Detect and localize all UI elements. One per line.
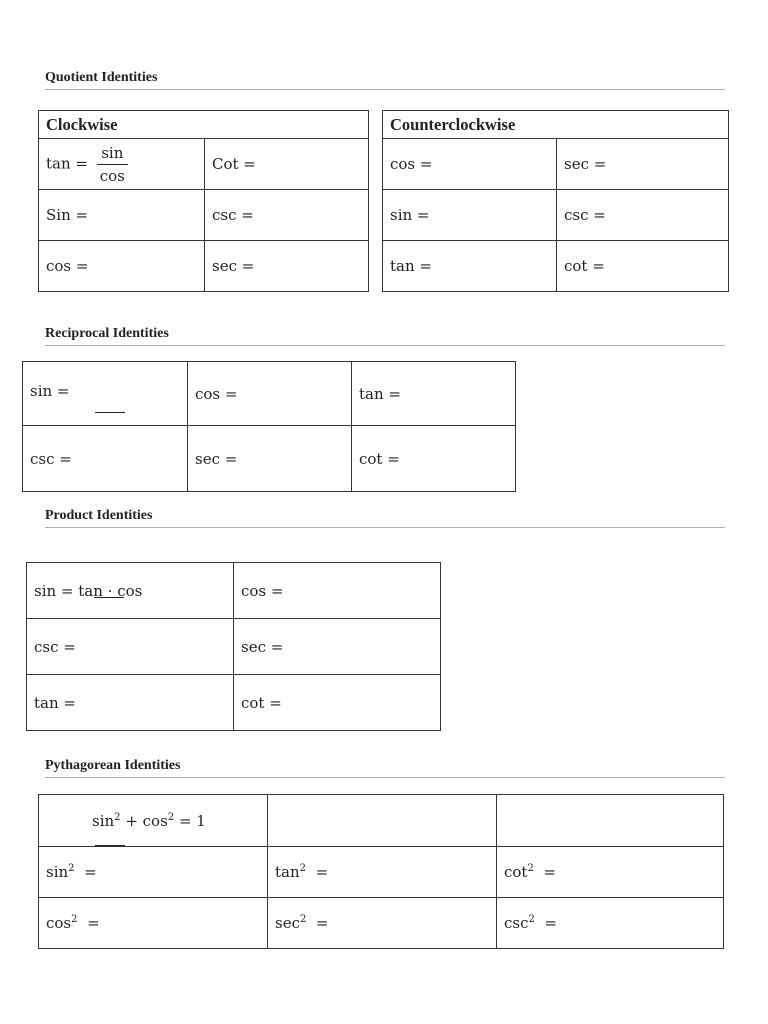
reciprocal-identities-heading: Reciprocal Identities (45, 326, 725, 346)
cell-sec[interactable] (188, 426, 352, 492)
cell-tan[interactable] (39, 139, 205, 190)
cell-identity-sin2-cos2[interactable] (39, 795, 268, 847)
identity-sin-exp: 2 (114, 812, 121, 823)
cell-csc2-eq: = (544, 914, 557, 932)
cell-csc[interactable] (27, 619, 234, 675)
cell-cos2-eq: = (87, 914, 100, 932)
cell-sin2[interactable] (39, 847, 268, 898)
counterclockwise-table (382, 110, 729, 292)
cell-csc-label: csc = (564, 206, 606, 224)
cell-cos[interactable] (39, 241, 205, 292)
counterclockwise-title: Counterclockwise (383, 111, 729, 139)
cell-csc2[interactable] (497, 898, 724, 949)
cell-empty[interactable] (497, 795, 724, 847)
cell-sec[interactable] (205, 241, 369, 292)
cell-tan-label: tan = (359, 384, 401, 403)
cell-cot2-exp: 2 (527, 863, 534, 874)
cell-tan[interactable] (27, 675, 234, 731)
cell-cos[interactable] (234, 563, 441, 619)
cell-cos-label: cos = (195, 384, 238, 403)
cell-cot2[interactable] (497, 847, 724, 898)
cell-tan-label: tan = (46, 154, 88, 172)
identity-plus-cos: + cos (125, 812, 168, 830)
cell-sin2-exp: 2 (68, 863, 75, 874)
pythagorean-table (38, 794, 724, 949)
cell-sin[interactable] (39, 190, 205, 241)
cell-sin[interactable] (23, 362, 188, 426)
cell-tan2-base: tan (275, 863, 300, 881)
cell-csc[interactable] (23, 426, 188, 492)
cell-csc2-exp: 2 (528, 914, 535, 925)
sin-over-cos-fraction (97, 144, 128, 185)
cell-cot[interactable] (234, 675, 441, 731)
pythagorean-identities-heading: Pythagorean Identities (45, 758, 725, 778)
clockwise-table (38, 110, 369, 292)
cell-sec[interactable] (557, 139, 729, 190)
cell-csc-label: csc = (30, 449, 72, 468)
cell-sin2-base: sin (46, 863, 69, 881)
cell-cos-label: cos = (46, 257, 89, 275)
cell-tan2-exp: 2 (299, 863, 307, 874)
cell-cos[interactable] (383, 139, 557, 190)
cell-csc[interactable] (557, 190, 729, 241)
cell-csc-label: csc = (212, 206, 254, 224)
cell-sec2[interactable] (268, 898, 497, 949)
product-table (26, 562, 441, 731)
cell-sin-label: sin = (30, 382, 70, 400)
cell-tan2-eq: = (315, 863, 329, 881)
cell-cot-label: cot = (564, 257, 605, 275)
cell-cos-label: cos = (241, 581, 284, 600)
identity-cos-exp: 2 (167, 812, 175, 823)
cell-cot2-base: cot (504, 863, 528, 881)
product-identities-heading: Product Identities (45, 508, 725, 528)
identity-sin-base: sin (92, 812, 115, 830)
reciprocal-table (22, 361, 516, 492)
cell-csc2-base: csc (504, 914, 529, 932)
identity-equals-one: = 1 (178, 812, 206, 830)
cell-sec[interactable] (234, 619, 441, 675)
cell-sec2-base: sec (275, 914, 300, 932)
cell-sec2-eq: = (315, 914, 329, 932)
cell-tan-label: tan = (34, 693, 76, 712)
cell-cot2-eq: = (543, 863, 556, 881)
cell-sin[interactable] (383, 190, 557, 241)
cell-tan[interactable] (352, 362, 516, 426)
cell-sin[interactable] (27, 563, 234, 619)
fraction-bar-mark (95, 845, 125, 846)
cell-cos2-base: cos (46, 914, 72, 932)
cell-sec-label: sec = (564, 155, 607, 173)
cell-sec-label: sec = (241, 637, 284, 656)
cell-cos2-exp: 2 (71, 914, 78, 925)
fraction-denominator: cos (99, 166, 125, 185)
cell-cot[interactable] (205, 139, 369, 190)
cell-sec-label: sec = (195, 449, 238, 468)
quotient-identities-heading: Quotient Identities (45, 70, 725, 90)
cell-sin2-eq: = (84, 863, 97, 881)
cell-cos[interactable] (188, 362, 352, 426)
cell-cot[interactable] (352, 426, 516, 492)
fraction-bar-mark (94, 597, 124, 598)
cell-cos-label: cos = (390, 155, 433, 173)
cell-sin-label: sin = tan · cos (34, 581, 143, 600)
clockwise-title: Clockwise (39, 111, 369, 139)
cell-cot-label: cot = (359, 449, 400, 468)
cell-cot-label: Cot = (212, 155, 256, 173)
cell-sin-label: sin = (390, 206, 430, 224)
cell-cos2[interactable] (39, 898, 268, 949)
cell-csc[interactable] (205, 190, 369, 241)
fraction-numerator: sin (97, 144, 128, 165)
cell-sec-label: sec = (212, 257, 255, 275)
cell-cot-label: cot = (241, 693, 282, 712)
cell-sin-label: Sin = (46, 206, 89, 224)
cell-tan[interactable] (383, 241, 557, 292)
cell-tan-label: tan = (390, 257, 432, 275)
cell-tan2[interactable] (268, 847, 497, 898)
fraction-bar-mark (95, 412, 125, 413)
cell-cot[interactable] (557, 241, 729, 292)
cell-csc-label: csc = (34, 637, 76, 656)
cell-sec2-exp: 2 (299, 914, 307, 925)
cell-empty[interactable] (268, 795, 497, 847)
